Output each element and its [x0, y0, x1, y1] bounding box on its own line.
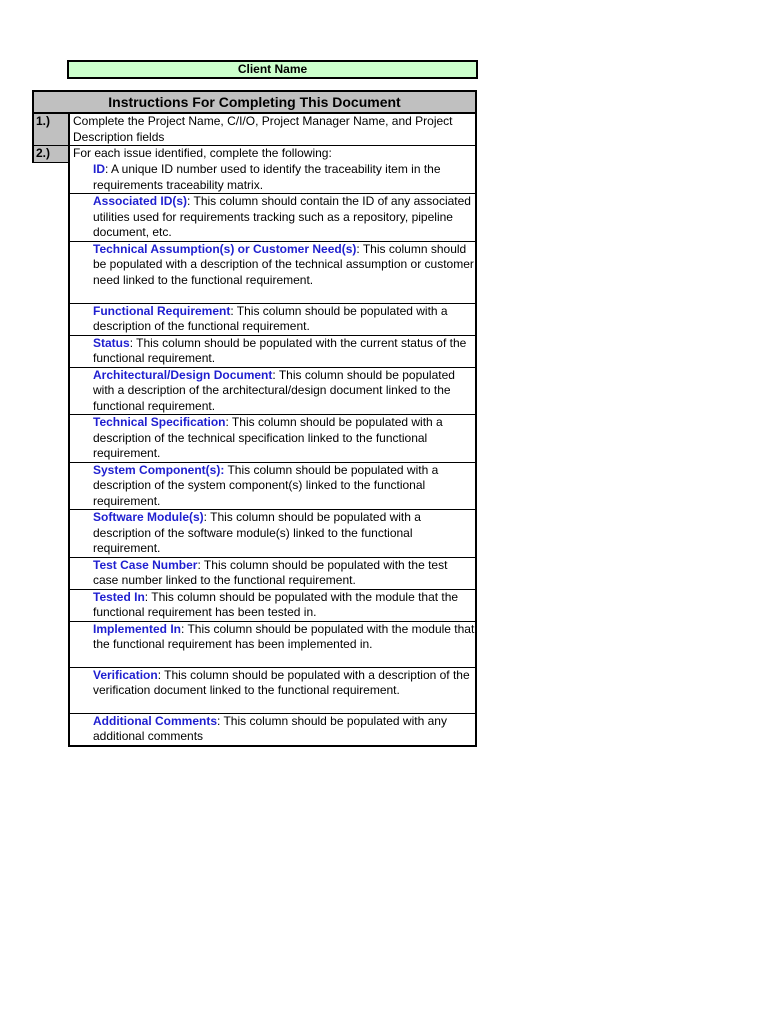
step-text: For each issue identified, complete the following: — [69, 146, 476, 163]
field-row — [33, 335, 476, 367]
field-term: Implemented In — [93, 621, 182, 636]
step-row — [33, 146, 476, 163]
field-row — [33, 557, 476, 589]
field-description: : This column should be populated with the module that the functional requirement has been tested in. — [93, 589, 459, 619]
field-description: : A unique ID number used to identify the traceability item in the requirements traceability matrix. — [93, 162, 441, 192]
field-term: Associated ID(s) — [93, 194, 188, 208]
field-term: Technical Assumption(s) or Customer Need(s) — [93, 241, 357, 256]
step-row — [33, 113, 476, 146]
field-row — [33, 367, 476, 415]
instructions-table — [32, 90, 477, 747]
field-description: : This column should contain the ID of any associated utilities used for requirements tracking such as a repository, pipeline document, etc. — [93, 194, 471, 239]
field-term: Additional Comments — [93, 713, 218, 728]
field-term: Architectural/Design Document — [93, 367, 273, 382]
title-row — [33, 91, 476, 113]
step-number: 2.) — [33, 146, 69, 163]
field-term: ID — [93, 162, 105, 176]
field-description: : This column should be populated with a description of the software module(s) linked to the functional requirement. — [93, 510, 421, 555]
field-row — [33, 713, 476, 746]
field-description: : This column should be populated with a description of the technical specification linked to the functional requirement. — [93, 415, 443, 460]
field-term: Tested In — [93, 589, 145, 604]
field-row — [33, 162, 476, 194]
field-description: : This column should be populated with the current status of the functional requirement. — [93, 335, 467, 365]
field-row — [33, 621, 476, 667]
field-row — [33, 462, 476, 510]
step-text: Complete the Project Name, C/I/O, Project Manager Name, and Project Description fields — [69, 113, 476, 146]
field-row — [33, 241, 476, 303]
field-term: Verification — [93, 667, 158, 682]
field-term: Functional Requirement — [93, 303, 231, 318]
field-row — [33, 415, 476, 463]
field-term: Status — [93, 335, 130, 350]
client-name-cell[interactable]: Client Name — [67, 60, 478, 79]
field-description: : This column should be populated with a description of the architectural/design document linked to the functional requirement. — [93, 367, 455, 413]
instructions-title: Instructions For Completing This Document — [33, 91, 476, 113]
field-term: Test Case Number — [93, 557, 198, 572]
field-description: : This column should be populated with any additional comments — [93, 713, 447, 743]
field-row — [33, 589, 476, 621]
field-description: : This column should be populated with the module that the functional requirement has been implemented in. — [93, 621, 475, 651]
field-row — [33, 194, 476, 242]
field-description: This column should be populated with a description of the system component(s) linked to the functional requirement. — [93, 462, 439, 508]
field-row — [33, 510, 476, 558]
field-term: System Component(s): — [93, 462, 225, 477]
step-number: 1.) — [33, 113, 69, 146]
field-term: Technical Specification — [93, 415, 226, 429]
field-description: : This column should be populated with a description of the verification document linked to the functional requirement. — [93, 667, 470, 697]
field-row — [33, 303, 476, 335]
field-description: : This column should be populated with a description of the functional requirement. — [93, 303, 448, 333]
field-description: : This column should be populated with the test case number linked to the functional requirement. — [93, 557, 448, 587]
field-term: Software Module(s) — [93, 510, 204, 524]
field-description: : This column should be populated with a description of the technical assumption or customer need linked to the functional requirement. — [93, 241, 474, 287]
field-row — [33, 667, 476, 713]
